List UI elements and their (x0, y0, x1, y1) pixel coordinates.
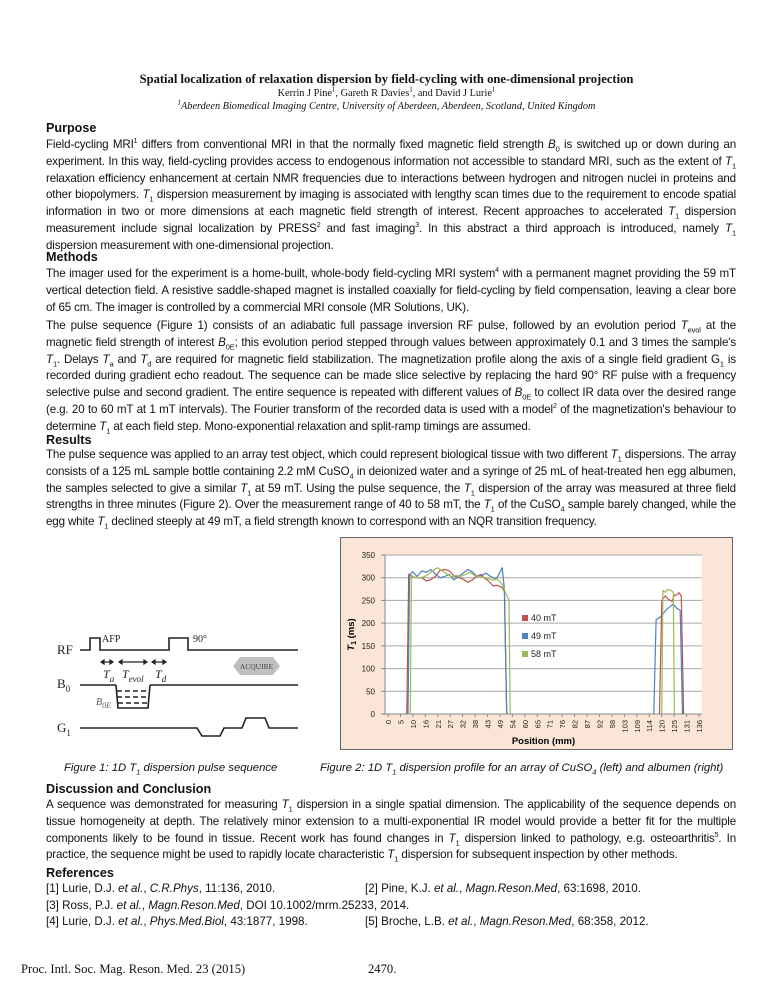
y-tick-label: 100 (361, 664, 375, 674)
purpose-text: Field-cycling MRI$^1$ differs from conventional MRI in that the normally fixed magnetic field strength $B_0$ is switched up or down during an experiment. In this way, field-cycling provides access to endogenous information not accessible to standard MRI, such as the extent of $T_1$ relaxation efficiency enhancement at certain NMR frequencies due to interactions between hydrogen and nitrogen nuclei in proteins and other biopolymers. $T_1$ dispersion measurement by imaging is associated with lengthy scan times due to the requirement to encode spatial information in two or more dimensions at each magnetic field strength of interest. Recent approaches to accelerated $T_1$ dispersion measurement include signal localization by PRESS$^2$ and fast imaging$^3$. In this abstract a third approach is introduced, namely $T_1$ dispersion measurement with one-dimensional projection. (46, 138, 737, 252)
discussion-text: A sequence was demonstrated for measuring $T_1$ dispersion in a single spatial dimension. The applicability of the sequence depends on tissue homogeneity at depth. The relatively minor extension to a multi-exponential IR model would provide a better fit for the multiple components likely to be found in tissue. Recent work has found changes in $T_1$ dispersion linked to pathology, e.g. osteoarthritis$^5$. In practice, the sequence might be used to rapidly locate characteristic $T_1$ dispersion for subsequent inspection by other methods. (46, 798, 737, 864)
x-tick-label: 82 (570, 720, 580, 729)
chart-legend (522, 613, 557, 659)
y-tick-label: 150 (361, 641, 375, 651)
heading-discussion: Discussion and Conclusion (46, 782, 212, 796)
affiliation-text: Aberdeen Biomedical Imaging Centre, University of Aberdeen, Aberdeen, Scotland, United Kingdom (181, 101, 596, 112)
x-tick-label: 5 (396, 720, 406, 725)
y-tick-label: 200 (361, 619, 375, 629)
y-tick-label: 250 (361, 596, 375, 606)
figure-1-pulse-sequence (30, 620, 310, 750)
methods-paragraph-1: The imager used for the experiment is a home-built, whole-body field-cycling MRI system$^4$ with a permanent magnet providing the 59 mT vertical detection field. A resistive saddle-shaped magnet is installed coaxially for field-cycling by field compensation, leaving a clear bore of 65 cm. The imager is controlled by a commercial MRI console (MR Solutions, UK). (46, 267, 736, 314)
x-tick-label: 120 (657, 720, 667, 733)
legend-swatch (522, 615, 528, 621)
y-tick-label: 50 (366, 687, 375, 697)
x-tick-label: 32 (458, 720, 468, 729)
x-axis-label: Position (mm) (511, 736, 576, 747)
heading-purpose: Purpose (46, 121, 97, 135)
x-tick-label: 109 (632, 720, 642, 733)
figure-1-caption: Figure 1: 1D $T_1$ dispersion pulse sequence (64, 762, 278, 777)
g1-label: $G_1$ (57, 720, 71, 738)
reference-item: [4] Lurie, D.J. et al., Phys.Med.Biol, 43:1877, 1998. (46, 915, 308, 928)
reference-item: [5] Broche, L.B. et al., Magn.Reson.Med, 68:358, 2012. (365, 915, 649, 928)
x-tick-label: 0 (384, 720, 393, 725)
legend-label: 58 mT (531, 649, 557, 659)
tevol-label: $T_{evol}$ (122, 667, 144, 684)
ninety-degree-label: 90° (193, 634, 207, 645)
x-tick-label: 27 (446, 720, 456, 729)
x-tick-label: 76 (558, 720, 568, 729)
afp-label: AFP (102, 634, 121, 645)
methods-paragraph-2: The pulse sequence (Figure 1) consists of an adiabatic full passage inversion RF pulse, followed by an evolution period $T_{evol}$ at the magnetic field strength of interest $B_{0E}$; this evolution period stepped through values between approximately 0.1 and 3 times the sample's $T_1$. Delays $T_a$ and $T_d$ are required for magnetic field stabilization. The magnetization profile along the axis of a single field gradient $G_1$ is recorded during gradient echo readout. The sequence can be made slice selective by replacing the hard 90° RF pulse with a frequency selective pulse and second gradient. The entire sequence is repeated with different values of $B_{0E}$ to collect IR data over the desired range (e.g. 20 to 60 mT at 1 mT intervals). The Fourier transform of the recorded data is used with a model$^2$ of the magnetization's behaviour to determine $T_1$ at each field step. Mono-exponential relaxation and split-ramp timings are assumed. (46, 319, 736, 436)
results-text: The pulse sequence was applied to an array test object, which could represent biological tissue with two different $T_1$ dispersions. The array consists of a 125 mL sample bottle containing 2.2 mM CuSO$_4$ in deionized water and a syringe of 25 mL of heat-treated hen egg albumen, the samples selected to give a similar $T_1$ at 59 mT. Using the pulse sequence, the $T_1$ dispersion of the array was measured at three field strengths in three minutes (Figure 2). Over the measurement range of 40 to 58 mT, the $T_1$ of the CuSO$_4$ sample barely changed, while the egg white $T_1$ declined steeply at 49 mT, a field strength known to correspond with an NQR transition frequency. (46, 448, 737, 531)
heading-methods: Methods (46, 250, 98, 264)
paper-title: Spatial localization of relaxation dispersion by field-cycling with one-dimensional projection (139, 72, 634, 86)
x-tick-label: 125 (670, 720, 680, 733)
x-tick-label: 136 (695, 720, 704, 733)
reference-item: [1] Lurie, D.J. et al., C.R.Phys, 11:136, 2010. (46, 882, 276, 895)
author-name: Gareth R Davies$^1$ (340, 85, 413, 99)
legend-label: 49 mT (531, 631, 557, 641)
x-tick-label: 103 (620, 720, 630, 733)
y-tick-label: 350 (361, 551, 375, 560)
x-tick-label: 43 (483, 720, 493, 729)
x-tick-label: 16 (421, 720, 431, 729)
affiliation-mark: 1 (177, 98, 182, 107)
ta-label: $T_a$ (103, 667, 115, 684)
x-tick-label: 65 (533, 720, 543, 729)
x-tick-label: 54 (508, 720, 518, 729)
acquire-label: ACQUIRE (239, 662, 274, 671)
y-axis-label: $T_1$ (ms) (346, 618, 358, 651)
x-tick-label: 98 (607, 720, 617, 729)
rf-label: RF (57, 642, 73, 657)
x-tick-label: 38 (471, 720, 481, 729)
timing-arrows (101, 660, 166, 664)
heading-references: References (46, 866, 114, 880)
b0e-steps (117, 691, 149, 703)
td-label: $T_d$ (155, 667, 167, 684)
x-tick-label: 21 (433, 720, 443, 729)
author-name: Kerrin J Pine$^1$ (277, 85, 336, 99)
author-name: David J Lurie$^1$ (435, 85, 496, 99)
b0-label: $B_0$ (57, 676, 71, 694)
x-tick-label: 131 (682, 720, 692, 733)
x-tick-label: 60 (520, 720, 530, 729)
affiliation (0, 98, 773, 112)
x-tick-label: 92 (595, 720, 605, 729)
legend-swatch (522, 651, 528, 657)
b0e-label: $B_{0E}$ (96, 697, 111, 710)
proceedings-citation: Proc. Intl. Soc. Mag. Reson. Med. 23 (2015) (21, 962, 246, 976)
y-tick-label: 0 (370, 710, 375, 719)
x-tick-label: 114 (645, 720, 655, 732)
x-tick-label: 87 (583, 720, 593, 729)
x-tick-label: 49 (495, 720, 505, 729)
page-number: 2470. (368, 962, 397, 976)
heading-results: Results (46, 433, 92, 447)
legend-label: 40 mT (531, 613, 557, 623)
figure-2-caption: Figure 2: 1D $T_1$ dispersion profile for an array of CuSO$_4$ (left) and albumen (right) (320, 762, 724, 777)
reference-item: [3] Ross, P.J. et al., Magn.Reson.Med, DOI 10.1002/mrm.25233, 2014. (46, 899, 410, 912)
author-list: Kerrin J Pine$^1$, Gareth R Davies$^1$, and David J Lurie$^1$ (277, 85, 496, 99)
figure-2-chart (340, 537, 733, 750)
y-tick-label: 300 (361, 573, 375, 583)
legend-swatch (522, 633, 528, 639)
x-tick-label: 10 (408, 720, 418, 729)
g1-line (80, 718, 298, 736)
x-tick-label: 71 (545, 720, 555, 729)
reference-item: [2] Pine, K.J. et al., Magn.Reson.Med, 63:1698, 2010. (365, 882, 641, 895)
